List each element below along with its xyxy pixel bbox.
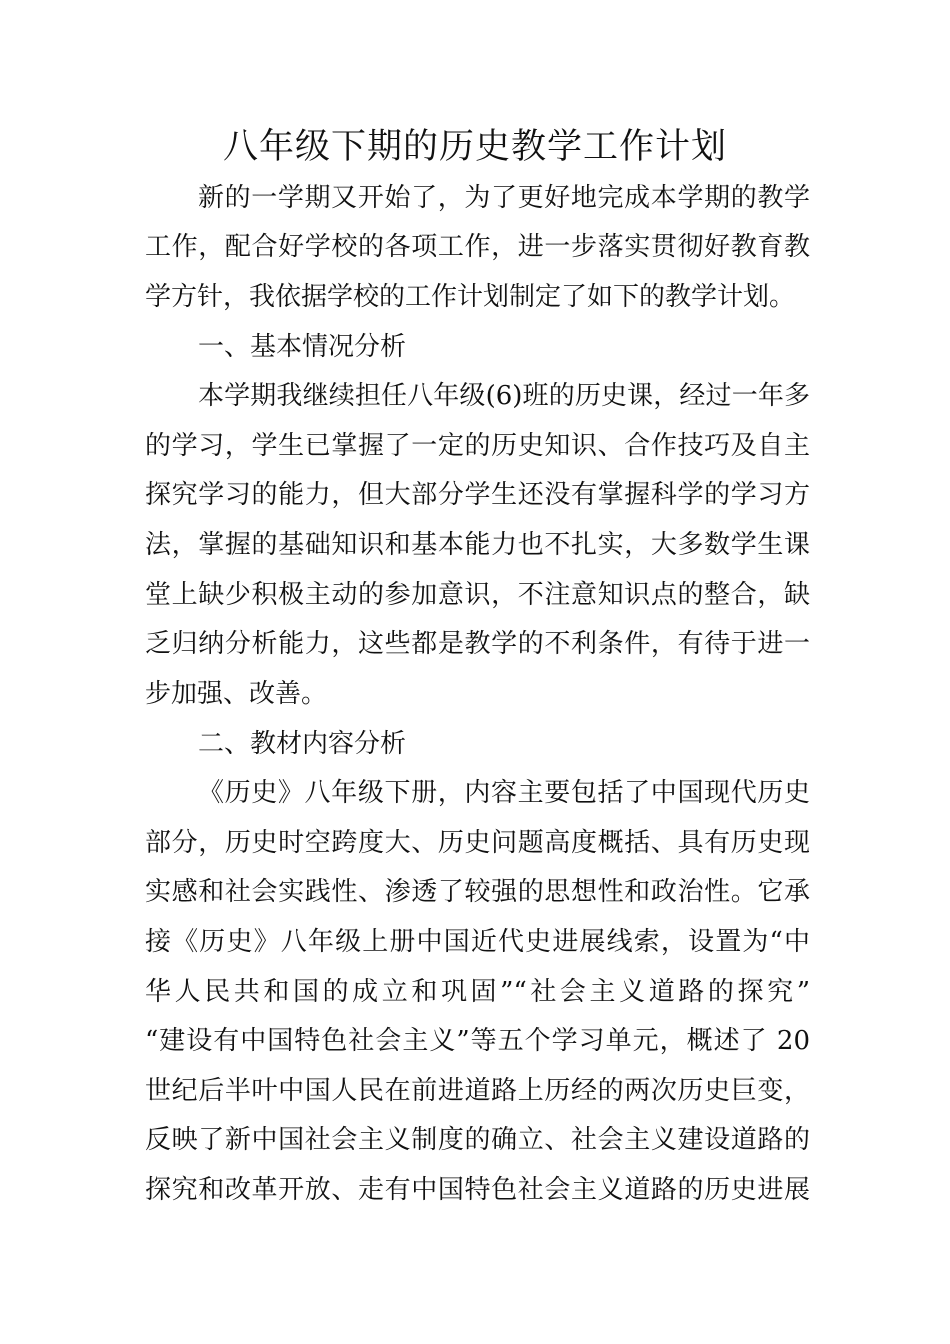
section-heading: 二、教材内容分析 [198,729,407,759]
paragraph-line: 反映了新中国社会主义制度的确立、社会主义建设道路的 [145,1125,810,1155]
paragraph-line: 步加强、改善。 [145,679,328,709]
paragraph-line: 探究学习的能力，但大部分学生还没有掌握科学的学习方 [145,480,810,510]
paragraph-line: 乏归纳分析能力，这些都是教学的不利条件，有待于进一 [145,629,810,659]
paragraph-line: 法，掌握的基础知识和基本能力也不扎实，大多数学生课 [145,530,810,560]
paragraph-line: 新的一学期又开始了，为了更好地完成本学期的教学 [198,183,810,213]
paragraph-line: 的学习，学生已掌握了一定的历史知识、合作技巧及自主 [145,431,810,461]
paragraph-line: 部分，历史时空跨度大、历史问题高度概括、具有历史现 [145,828,810,858]
paragraph-line: 实感和社会实践性、渗透了较强的思想性和政治性。它承 [145,877,810,907]
paragraph-line: 世纪后半叶中国人民在前进道路上历经的两次历史巨变， [145,1076,810,1106]
paragraph-line: 华人民共和国的成立和巩固”“社会主义道路的探究” [145,977,810,1007]
paragraph-line: 接《历史》八年级上册中国近代史进展线索，设置为“中 [145,927,810,957]
document-title: 八年级下期的历史教学工作计划 [222,127,727,167]
paragraph-line: “建设有中国特色社会主义”等五个学习单元，概述了 20 [145,1026,810,1056]
paragraph-line: 学方针，我依据学校的工作计划制定了如下的教学计划。 [145,282,796,312]
paragraph-line: 工作，配合好学校的各项工作，进一步落实贯彻好教育教 [145,232,810,262]
paragraph-line: 堂上缺少积极主动的参加意识，不注意知识点的整合，缺 [145,580,810,610]
paragraph-line: 《历史》八年级下册，内容主要包括了中国现代历史 [198,778,810,808]
section-heading: 一、基本情况分析 [198,332,407,362]
paragraph-line: 探究和改革开放、走有中国特色社会主义道路的历史进展 [145,1175,810,1205]
paragraph-line: 本学期我继续担任八年级(6)班的历史课，经过一年多 [198,381,810,411]
